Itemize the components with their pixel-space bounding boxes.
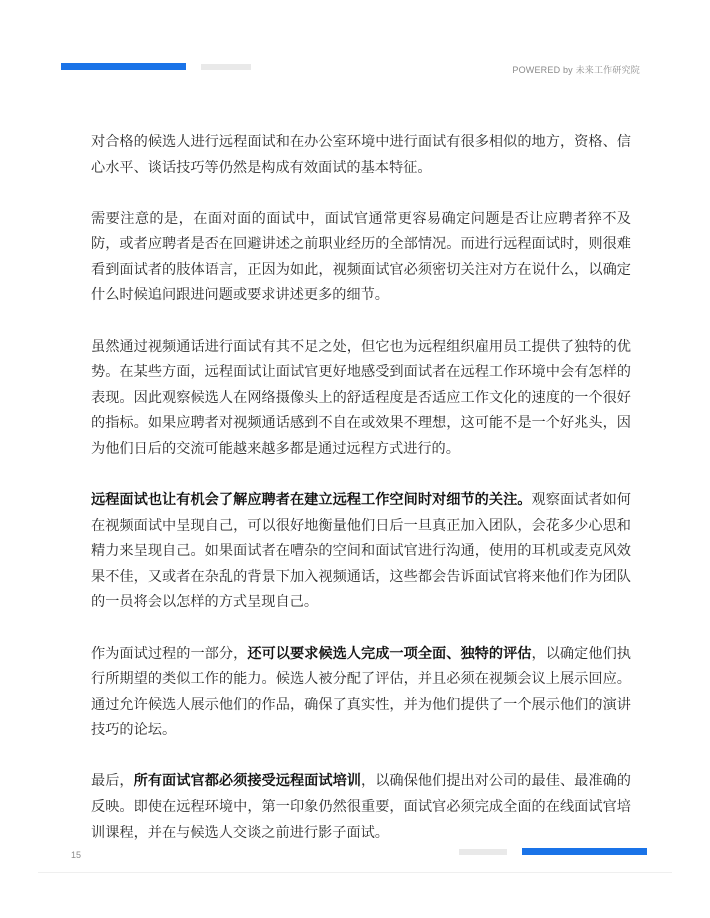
paragraph-4 [91,488,631,616]
paragraph-text: ，以确保他们提出对公司的最佳、最准确的反映。即使在远程环境中，第一印象仍然很重要，面试官必须完成全面的在线面试官培训课程，并在与候选人交谈之前进行影子面试。 [91,773,631,841]
paragraph-emphasis: 所有面试官都必须接受远程面试培训 [133,773,361,790]
footer-accent-bar [522,848,647,855]
paragraph-6 [91,769,631,846]
paragraph-text: 观察面试者如何在视频面试中呈现自己，可以很好地衡量他们日后一旦真正加入团队，会花多少心思和精力来呈现自己。如果面试者在嘈杂的空间和面试官进行沟通，使用的耳机或麦克风效果不佳，又或者在杂乱的背景下加入视频通话，这些都会告诉面试官将来他们作为团队的一员将会以怎样的方式呈现自己。 [91,492,631,611]
powered-by-label: POWERED by 未来工作研究院 [512,65,640,75]
paragraph-text: 最后， [91,773,134,790]
paragraph-emphasis: 还可以要求候选人完成一项全面、独特的评估 [247,645,532,662]
paragraph-text: 需要注意的是，在面对面的面试中，面试官通常更容易确定问题是否让应聘者猝不及防，或者应聘者是否在回避讲述之前职业经历的全部情况。而进行远程面试时，则很难看到面试者的肢体语言，正因为如此，视频面试官必须密切关注对方在说什么，以确定什么时候追问跟进问题或要求讲述更多的细节。 [91,210,631,304]
footer-divider [38,872,672,873]
page-number: 15 [71,850,82,860]
paragraph-1 [91,130,631,181]
paragraph-text: 作为面试过程的一部分， [91,645,248,662]
paragraph-3 [91,335,631,463]
header-gray-bar [201,64,251,70]
body-content [91,130,631,872]
header-accent-bar [61,63,186,70]
paragraph-2 [91,207,631,309]
paragraph-5 [91,642,631,744]
paragraph-emphasis: 远程面试也让有机会了解应聘者在建立远程工作空间时对细节的关注。 [91,492,532,509]
paragraph-text: 对合格的候选人进行远程面试和在办公室环境中进行面试有很多相似的地方，资格、信心水平、谈话技巧等仍然是构成有效面试的基本特征。 [91,134,631,176]
footer-gray-bar [459,849,507,855]
paragraph-text: 虽然通过视频通话进行面试有其不足之处，但它也为远程组织雇用员工提供了独特的优势。在某些方面，远程面试让面试官更好地感受到面试者在远程工作环境中会有怎样的表现。因此观察候选人在网络摄像头上的舒适程度是否适应工作文化的速度的一个很好的指标。如果应聘者对视频通话感到不自在或效果不理想，这可能不是一个好兆头，因为他们日后的交流可能越来越多都是通过远程方式进行的。 [91,338,631,457]
paragraph-text: ，以确定他们执行所期望的类似工作的能力。候选人被分配了评估，并且必须在视频会议上展示回应。通过允许候选人展示他们的作品，确保了真实性，并为他们提供了一个展示他们的演讲技巧的论坛。 [91,645,631,739]
